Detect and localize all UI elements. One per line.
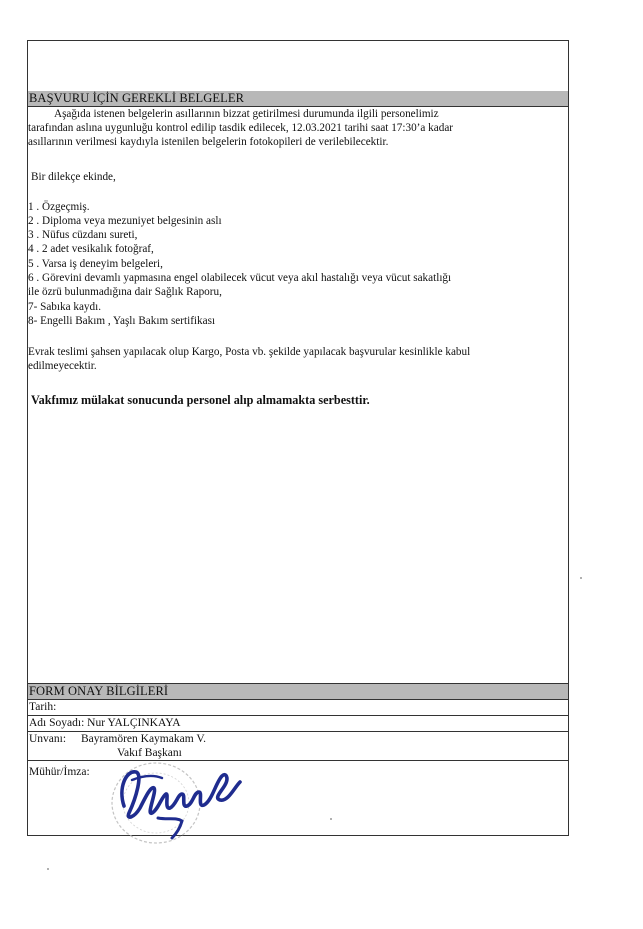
name-row (28, 716, 569, 731)
delivery-note-line-2: edilmeyecektir. (28, 360, 97, 372)
name-value: Nur YALÇINKAYA (87, 717, 181, 729)
intro-line-1: Aşağıda istenen belgelerin asıllarının bizzat getirilmesi durumunda ilgili personelimiz (54, 108, 439, 120)
delivery-note-line-1: Evrak teslimi şahsen yapılacak olup Kargo, Posta vb. şekilde yapılacak başvurular kesinlikle kabul (28, 346, 471, 358)
seal-label: Mühür/İmza: (29, 766, 90, 778)
list-item: 7- Sabıka kaydı. (28, 301, 102, 313)
scan-speck (47, 868, 49, 870)
title-value-line-2: Vakıf Başkanı (117, 747, 182, 759)
title-label: Unvanı: (29, 733, 67, 745)
scan-speck (330, 818, 332, 820)
requirements-section-title: BAŞVURU İÇİN GEREKLİ BELGELER (28, 91, 568, 106)
list-item: 6 . Görevini devamlı yapmasına engel olabilecek vücut veya akıl hastalığı veya vücut sakatlığı (28, 272, 452, 284)
scan-speck (580, 577, 582, 579)
list-item: 4 . 2 adet vesikalık fotoğraf, (28, 243, 154, 255)
list-item: 8- Engelli Bakım , Yaşlı Bakım sertifikası (28, 315, 216, 327)
date-row (28, 700, 569, 715)
date-label: Tarih: (29, 701, 57, 713)
seal-and-signature-image (96, 758, 256, 853)
intro-line-3: asıllarının verilmesi kaydıyla istenilen belgelerin fotokopileri de verilebilecektir. (28, 136, 389, 148)
title-row (28, 732, 569, 747)
title-value-line-1: Bayramören Kaymakam V. (80, 733, 207, 745)
approval-section-title: FORM ONAY BİLGİLERİ (28, 684, 568, 699)
list-item: 2 . Diploma veya mezuniyet belgesinin aslı (28, 215, 222, 227)
petition-line: Bir dilekçe ekinde, (31, 171, 116, 183)
list-item: 1 . Özgeçmiş. (28, 201, 90, 213)
bold-note: Vakfımız mülakat sonucunda personel alıp almamakta serbesttir. (31, 393, 370, 407)
list-item: 5 . Varsa iş deneyim belgeleri, (28, 258, 163, 270)
list-item: 3 . Nüfus cüzdanı sureti, (28, 229, 138, 241)
name-label: Adı Soyadı: (29, 717, 85, 729)
list-item: ile özrü bulunmadığına dair Sağlık Raporu, (28, 286, 222, 298)
intro-line-2: tarafından aslına uygunluğu kontrol edilip tasdik edilecek, 12.03.2021 tarihi saat 17:30’a kadar (28, 122, 454, 134)
